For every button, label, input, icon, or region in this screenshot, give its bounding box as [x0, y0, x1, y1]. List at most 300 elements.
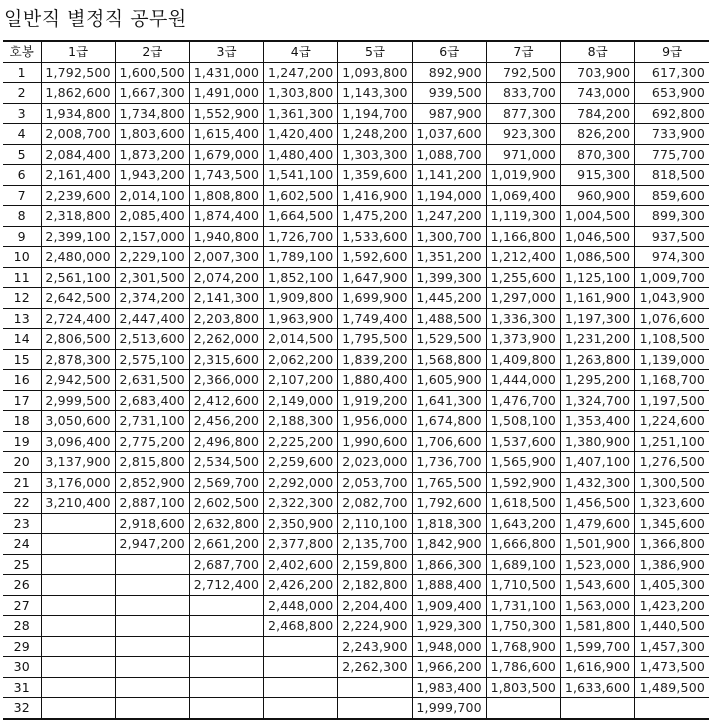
salary-cell-grade-1: 3,096,400	[41, 431, 115, 452]
salary-cell-grade-7: 1,710,500	[486, 575, 560, 596]
salary-cell-grade-8: 1,197,300	[561, 308, 635, 329]
table-header-row	[3, 41, 709, 62]
salary-cell-grade-7: 1,803,500	[486, 677, 560, 698]
salary-cell-grade-4: 1,361,300	[264, 103, 338, 124]
salary-cell-grade-8: 1,324,700	[561, 390, 635, 411]
salary-cell-grade-8: 1,599,700	[561, 636, 635, 657]
salary-cell-grade-4: 2,259,600	[264, 452, 338, 473]
salary-cell-grade-9: 1,386,900	[635, 554, 709, 575]
salary-cell-grade-2: 1,734,800	[115, 103, 189, 124]
salary-cell-grade-4	[264, 657, 338, 678]
salary-cell-grade-1: 2,318,800	[41, 206, 115, 227]
salary-cell-grade-1: 2,878,300	[41, 349, 115, 370]
salary-cell-grade-6: 1,641,300	[412, 390, 486, 411]
salary-cell-grade-6: 1,088,700	[412, 144, 486, 165]
salary-cell-grade-9: 1,440,500	[635, 616, 709, 637]
salary-cell-grade-6: 1,399,300	[412, 267, 486, 288]
salary-cell-grade-9: 733,900	[635, 124, 709, 145]
salary-cell-grade-8	[561, 698, 635, 719]
salary-cell-grade-6: 939,500	[412, 83, 486, 104]
salary-cell-grade-4: 2,225,200	[264, 431, 338, 452]
salary-cell-grade-9: 1,043,900	[635, 288, 709, 309]
step-cell: 29	[3, 636, 41, 657]
salary-cell-grade-5: 2,182,800	[338, 575, 412, 596]
salary-cell-grade-1	[41, 616, 115, 637]
table-row	[3, 349, 709, 370]
salary-cell-grade-5: 1,956,000	[338, 411, 412, 432]
salary-cell-grade-8: 1,353,400	[561, 411, 635, 432]
salary-cell-grade-9: 859,600	[635, 185, 709, 206]
salary-cell-grade-9: 1,168,700	[635, 370, 709, 391]
salary-cell-grade-9: 1,276,500	[635, 452, 709, 473]
table-body	[3, 62, 709, 719]
salary-cell-grade-4: 2,062,200	[264, 349, 338, 370]
salary-cell-grade-6: 987,900	[412, 103, 486, 124]
salary-cell-grade-8: 1,501,900	[561, 534, 635, 555]
header-grade-3: 3급	[189, 41, 263, 62]
salary-cell-grade-3: 2,262,000	[189, 329, 263, 350]
salary-cell-grade-3: 1,491,000	[189, 83, 263, 104]
salary-cell-grade-9	[635, 698, 709, 719]
salary-cell-grade-8: 1,407,100	[561, 452, 635, 473]
salary-cell-grade-2	[115, 575, 189, 596]
salary-cell-grade-6: 1,765,500	[412, 472, 486, 493]
step-cell: 13	[3, 308, 41, 329]
salary-cell-grade-7: 1,409,800	[486, 349, 560, 370]
salary-cell-grade-6: 1,929,300	[412, 616, 486, 637]
salary-cell-grade-6: 1,445,200	[412, 288, 486, 309]
salary-cell-grade-5: 2,082,700	[338, 493, 412, 514]
salary-cell-grade-1: 1,934,800	[41, 103, 115, 124]
salary-cell-grade-7: 923,300	[486, 124, 560, 145]
salary-cell-grade-3: 2,074,200	[189, 267, 263, 288]
salary-cell-grade-6: 1,141,200	[412, 165, 486, 186]
salary-cell-grade-9: 1,405,300	[635, 575, 709, 596]
salary-cell-grade-2: 2,947,200	[115, 534, 189, 555]
salary-cell-grade-4: 1,303,800	[264, 83, 338, 104]
salary-cell-grade-7: 1,565,900	[486, 452, 560, 473]
salary-cell-grade-9: 974,300	[635, 247, 709, 268]
step-cell: 7	[3, 185, 41, 206]
salary-cell-grade-1: 2,399,100	[41, 226, 115, 247]
table-row	[3, 103, 709, 124]
salary-cell-grade-1	[41, 534, 115, 555]
salary-cell-grade-8: 826,200	[561, 124, 635, 145]
salary-cell-grade-9: 1,473,500	[635, 657, 709, 678]
salary-cell-grade-6: 1,605,900	[412, 370, 486, 391]
page-title: 일반직 별정직 공무원	[4, 8, 187, 30]
header-step: 호봉	[3, 41, 41, 62]
salary-cell-grade-5: 1,699,900	[338, 288, 412, 309]
salary-cell-grade-3	[189, 698, 263, 719]
salary-cell-grade-1: 3,210,400	[41, 493, 115, 514]
salary-cell-grade-5: 2,262,300	[338, 657, 412, 678]
salary-cell-grade-8: 1,295,200	[561, 370, 635, 391]
salary-cell-grade-5: 1,749,400	[338, 308, 412, 329]
salary-cell-grade-8: 1,581,800	[561, 616, 635, 637]
header-grade-2: 2급	[115, 41, 189, 62]
salary-cell-grade-7: 1,592,900	[486, 472, 560, 493]
table-row	[3, 677, 709, 698]
salary-cell-grade-4: 1,602,500	[264, 185, 338, 206]
salary-cell-grade-1	[41, 513, 115, 534]
salary-cell-grade-1: 2,561,100	[41, 267, 115, 288]
step-cell: 18	[3, 411, 41, 432]
step-cell: 16	[3, 370, 41, 391]
step-cell: 20	[3, 452, 41, 473]
salary-cell-grade-9: 1,108,500	[635, 329, 709, 350]
salary-cell-grade-6: 1,247,200	[412, 206, 486, 227]
salary-cell-grade-6: 1,842,900	[412, 534, 486, 555]
salary-cell-grade-8: 1,004,500	[561, 206, 635, 227]
salary-cell-grade-2	[115, 595, 189, 616]
salary-cell-grade-4: 1,664,500	[264, 206, 338, 227]
salary-cell-grade-3: 2,687,700	[189, 554, 263, 575]
salary-cell-grade-8: 1,616,900	[561, 657, 635, 678]
salary-cell-grade-9: 1,197,500	[635, 390, 709, 411]
step-cell: 12	[3, 288, 41, 309]
salary-cell-grade-3: 1,552,900	[189, 103, 263, 124]
table-row	[3, 431, 709, 452]
table-row	[3, 534, 709, 555]
salary-cell-grade-4: 2,107,200	[264, 370, 338, 391]
salary-cell-grade-7: 877,300	[486, 103, 560, 124]
salary-cell-grade-2	[115, 677, 189, 698]
salary-cell-grade-4	[264, 636, 338, 657]
salary-cell-grade-5: 2,023,000	[338, 452, 412, 473]
salary-cell-grade-5: 1,592,600	[338, 247, 412, 268]
salary-cell-grade-9: 818,500	[635, 165, 709, 186]
table-row	[3, 308, 709, 329]
salary-cell-grade-4: 2,350,900	[264, 513, 338, 534]
salary-cell-grade-4: 1,909,800	[264, 288, 338, 309]
salary-cell-grade-7: 1,297,000	[486, 288, 560, 309]
salary-cell-grade-9: 1,423,200	[635, 595, 709, 616]
step-cell: 27	[3, 595, 41, 616]
salary-cell-grade-2	[115, 554, 189, 575]
salary-cell-grade-9: 1,251,100	[635, 431, 709, 452]
salary-cell-grade-1: 2,084,400	[41, 144, 115, 165]
salary-cell-grade-5: 1,093,800	[338, 62, 412, 83]
salary-cell-grade-1	[41, 636, 115, 657]
salary-cell-grade-1	[41, 657, 115, 678]
table-row	[3, 554, 709, 575]
step-cell: 14	[3, 329, 41, 350]
salary-cell-grade-3: 2,456,200	[189, 411, 263, 432]
salary-cell-grade-8: 1,046,500	[561, 226, 635, 247]
salary-cell-grade-7: 1,336,300	[486, 308, 560, 329]
salary-cell-grade-2	[115, 657, 189, 678]
salary-cell-grade-8: 703,900	[561, 62, 635, 83]
table-row	[3, 452, 709, 473]
salary-cell-grade-3	[189, 595, 263, 616]
table-row	[3, 575, 709, 596]
salary-cell-grade-2: 1,600,500	[115, 62, 189, 83]
salary-cell-grade-9: 1,139,000	[635, 349, 709, 370]
table-row	[3, 83, 709, 104]
salary-cell-grade-1: 2,642,500	[41, 288, 115, 309]
salary-cell-grade-3: 1,679,000	[189, 144, 263, 165]
salary-cell-grade-6: 1,999,700	[412, 698, 486, 719]
salary-cell-grade-5: 1,880,400	[338, 370, 412, 391]
salary-cell-grade-3: 1,874,400	[189, 206, 263, 227]
salary-cell-grade-6: 1,792,600	[412, 493, 486, 514]
salary-cell-grade-5: 2,243,900	[338, 636, 412, 657]
salary-cell-grade-3: 2,661,200	[189, 534, 263, 555]
salary-cell-grade-4: 1,420,400	[264, 124, 338, 145]
salary-cell-grade-8: 1,523,000	[561, 554, 635, 575]
salary-cell-grade-8: 1,231,200	[561, 329, 635, 350]
salary-cell-grade-7: 1,786,600	[486, 657, 560, 678]
table-row	[3, 247, 709, 268]
table-row	[3, 411, 709, 432]
table-row	[3, 493, 709, 514]
salary-cell-grade-8: 1,432,300	[561, 472, 635, 493]
salary-cell-grade-7	[486, 698, 560, 719]
salary-cell-grade-2: 2,575,100	[115, 349, 189, 370]
step-cell: 4	[3, 124, 41, 145]
salary-cell-grade-9: 1,009,700	[635, 267, 709, 288]
salary-cell-grade-7: 1,643,200	[486, 513, 560, 534]
table-row	[3, 288, 709, 309]
header-grade-6: 6급	[412, 41, 486, 62]
salary-cell-grade-2: 1,943,200	[115, 165, 189, 186]
salary-cell-grade-7: 1,373,900	[486, 329, 560, 350]
salary-cell-grade-1	[41, 677, 115, 698]
salary-cell-grade-4: 2,402,600	[264, 554, 338, 575]
table-row	[3, 206, 709, 227]
salary-cell-grade-6: 1,736,700	[412, 452, 486, 473]
step-cell: 17	[3, 390, 41, 411]
salary-cell-grade-5	[338, 677, 412, 698]
step-cell: 23	[3, 513, 41, 534]
salary-cell-grade-6: 1,037,600	[412, 124, 486, 145]
step-cell: 28	[3, 616, 41, 637]
salary-cell-grade-4: 1,963,900	[264, 308, 338, 329]
salary-cell-grade-6: 1,674,800	[412, 411, 486, 432]
salary-cell-grade-4: 2,188,300	[264, 411, 338, 432]
salary-cell-grade-5: 1,533,600	[338, 226, 412, 247]
salary-cell-grade-7: 1,444,000	[486, 370, 560, 391]
salary-cell-grade-8: 743,000	[561, 83, 635, 104]
salary-cell-grade-5: 2,110,100	[338, 513, 412, 534]
salary-cell-grade-3	[189, 657, 263, 678]
salary-cell-grade-2: 2,918,600	[115, 513, 189, 534]
salary-cell-grade-8: 1,263,800	[561, 349, 635, 370]
salary-cell-grade-4: 1,789,100	[264, 247, 338, 268]
salary-cell-grade-2: 1,873,200	[115, 144, 189, 165]
salary-cell-grade-5: 2,053,700	[338, 472, 412, 493]
salary-cell-grade-2: 2,815,800	[115, 452, 189, 473]
header-grade-5: 5급	[338, 41, 412, 62]
salary-cell-grade-5: 1,990,600	[338, 431, 412, 452]
step-cell: 21	[3, 472, 41, 493]
salary-cell-grade-9: 653,900	[635, 83, 709, 104]
salary-cell-grade-5: 1,416,900	[338, 185, 412, 206]
salary-cell-grade-4: 2,292,000	[264, 472, 338, 493]
salary-cell-grade-4: 2,468,800	[264, 616, 338, 637]
header-grade-8: 8급	[561, 41, 635, 62]
salary-cell-grade-7: 1,750,300	[486, 616, 560, 637]
salary-cell-grade-7: 1,618,500	[486, 493, 560, 514]
table-row	[3, 329, 709, 350]
salary-cell-grade-9: 899,300	[635, 206, 709, 227]
step-cell: 32	[3, 698, 41, 719]
salary-cell-grade-4: 1,247,200	[264, 62, 338, 83]
salary-cell-grade-2	[115, 698, 189, 719]
salary-cell-grade-8: 1,633,600	[561, 677, 635, 698]
salary-cell-grade-1: 3,050,600	[41, 411, 115, 432]
salary-cell-grade-2: 2,374,200	[115, 288, 189, 309]
step-cell: 8	[3, 206, 41, 227]
table-row	[3, 616, 709, 637]
salary-cell-grade-9: 1,323,600	[635, 493, 709, 514]
step-cell: 22	[3, 493, 41, 514]
salary-cell-grade-7: 1,212,400	[486, 247, 560, 268]
table-row	[3, 472, 709, 493]
salary-cell-grade-6: 1,300,700	[412, 226, 486, 247]
salary-cell-grade-9: 692,800	[635, 103, 709, 124]
step-cell: 2	[3, 83, 41, 104]
salary-cell-grade-9: 775,700	[635, 144, 709, 165]
salary-cell-grade-9: 617,300	[635, 62, 709, 83]
salary-cell-grade-3: 2,007,300	[189, 247, 263, 268]
salary-cell-grade-4: 1,726,700	[264, 226, 338, 247]
step-cell: 24	[3, 534, 41, 555]
step-cell: 19	[3, 431, 41, 452]
salary-cell-grade-4: 2,014,500	[264, 329, 338, 350]
salary-cell-grade-4	[264, 698, 338, 719]
step-cell: 3	[3, 103, 41, 124]
salary-cell-grade-5: 1,143,300	[338, 83, 412, 104]
salary-cell-grade-1	[41, 698, 115, 719]
salary-cell-grade-9: 1,345,600	[635, 513, 709, 534]
salary-cell-grade-2: 2,229,100	[115, 247, 189, 268]
salary-cell-grade-2: 2,775,200	[115, 431, 189, 452]
salary-cell-grade-3: 2,602,500	[189, 493, 263, 514]
salary-cell-grade-4: 1,480,400	[264, 144, 338, 165]
table-row	[3, 62, 709, 83]
salary-cell-grade-5: 1,303,300	[338, 144, 412, 165]
salary-cell-grade-9: 1,300,500	[635, 472, 709, 493]
salary-cell-grade-1: 2,239,600	[41, 185, 115, 206]
salary-cell-grade-8: 1,543,600	[561, 575, 635, 596]
salary-cell-grade-7: 971,000	[486, 144, 560, 165]
salary-cell-grade-1: 2,806,500	[41, 329, 115, 350]
salary-cell-grade-9: 1,366,800	[635, 534, 709, 555]
salary-cell-grade-7: 792,500	[486, 62, 560, 83]
salary-cell-grade-6: 1,909,400	[412, 595, 486, 616]
salary-cell-grade-3: 2,203,800	[189, 308, 263, 329]
step-cell: 10	[3, 247, 41, 268]
salary-cell-grade-2: 2,157,000	[115, 226, 189, 247]
table-row	[3, 124, 709, 145]
salary-cell-grade-2	[115, 616, 189, 637]
salary-cell-grade-2: 2,683,400	[115, 390, 189, 411]
salary-cell-grade-3: 1,940,800	[189, 226, 263, 247]
table-row	[3, 698, 709, 719]
salary-cell-grade-1: 1,862,600	[41, 83, 115, 104]
step-cell: 30	[3, 657, 41, 678]
salary-cell-grade-7: 1,666,800	[486, 534, 560, 555]
step-cell: 11	[3, 267, 41, 288]
salary-cell-grade-5: 1,919,200	[338, 390, 412, 411]
salary-cell-grade-3: 1,615,400	[189, 124, 263, 145]
salary-cell-grade-5: 2,224,900	[338, 616, 412, 637]
salary-cell-grade-5: 1,647,900	[338, 267, 412, 288]
step-cell: 31	[3, 677, 41, 698]
salary-cell-grade-8: 1,479,600	[561, 513, 635, 534]
salary-cell-grade-9: 1,076,600	[635, 308, 709, 329]
salary-cell-grade-8: 1,456,500	[561, 493, 635, 514]
salary-cell-grade-8: 1,086,500	[561, 247, 635, 268]
step-cell: 5	[3, 144, 41, 165]
salary-cell-grade-5: 2,159,800	[338, 554, 412, 575]
salary-cell-grade-4: 2,377,800	[264, 534, 338, 555]
salary-cell-grade-2: 1,803,600	[115, 124, 189, 145]
salary-cell-grade-7: 1,166,800	[486, 226, 560, 247]
salary-cell-grade-4: 1,852,100	[264, 267, 338, 288]
salary-cell-grade-2	[115, 636, 189, 657]
salary-cell-grade-5: 1,475,200	[338, 206, 412, 227]
table-row	[3, 657, 709, 678]
salary-cell-grade-1	[41, 554, 115, 575]
salary-cell-grade-4	[264, 677, 338, 698]
salary-cell-grade-4: 2,426,200	[264, 575, 338, 596]
salary-cell-grade-7: 1,476,700	[486, 390, 560, 411]
salary-cell-grade-3: 2,366,000	[189, 370, 263, 391]
salary-cell-grade-2: 2,513,600	[115, 329, 189, 350]
header-grade-1: 1급	[41, 41, 115, 62]
salary-cell-grade-3: 1,808,800	[189, 185, 263, 206]
salary-cell-grade-7: 833,700	[486, 83, 560, 104]
header-grade-4: 4급	[264, 41, 338, 62]
salary-cell-grade-5: 1,248,200	[338, 124, 412, 145]
salary-cell-grade-1: 2,480,000	[41, 247, 115, 268]
salary-cell-grade-4: 2,149,000	[264, 390, 338, 411]
salary-cell-grade-2: 2,887,100	[115, 493, 189, 514]
salary-cell-grade-7: 1,019,900	[486, 165, 560, 186]
salary-cell-grade-9: 937,500	[635, 226, 709, 247]
salary-cell-grade-9: 1,457,300	[635, 636, 709, 657]
salary-table	[3, 40, 709, 720]
table-row	[3, 165, 709, 186]
step-cell: 9	[3, 226, 41, 247]
salary-cell-grade-4: 1,541,100	[264, 165, 338, 186]
salary-cell-grade-9: 1,224,600	[635, 411, 709, 432]
salary-cell-grade-6: 1,948,000	[412, 636, 486, 657]
table-row	[3, 390, 709, 411]
salary-cell-grade-6: 892,900	[412, 62, 486, 83]
table-row	[3, 185, 709, 206]
salary-cell-grade-8: 1,161,900	[561, 288, 635, 309]
salary-cell-grade-6: 1,706,600	[412, 431, 486, 452]
salary-cell-grade-3: 1,431,000	[189, 62, 263, 83]
step-cell: 6	[3, 165, 41, 186]
salary-cell-grade-7: 1,069,400	[486, 185, 560, 206]
salary-cell-grade-4: 2,448,000	[264, 595, 338, 616]
salary-cell-grade-1: 3,137,900	[41, 452, 115, 473]
salary-cell-grade-7: 1,689,100	[486, 554, 560, 575]
salary-cell-grade-6: 1,568,800	[412, 349, 486, 370]
salary-cell-grade-6: 1,966,200	[412, 657, 486, 678]
salary-cell-grade-1: 2,008,700	[41, 124, 115, 145]
salary-cell-grade-3: 2,141,300	[189, 288, 263, 309]
salary-cell-grade-3: 2,534,500	[189, 452, 263, 473]
header-grade-7: 7급	[486, 41, 560, 62]
table-row	[3, 595, 709, 616]
table-row	[3, 144, 709, 165]
